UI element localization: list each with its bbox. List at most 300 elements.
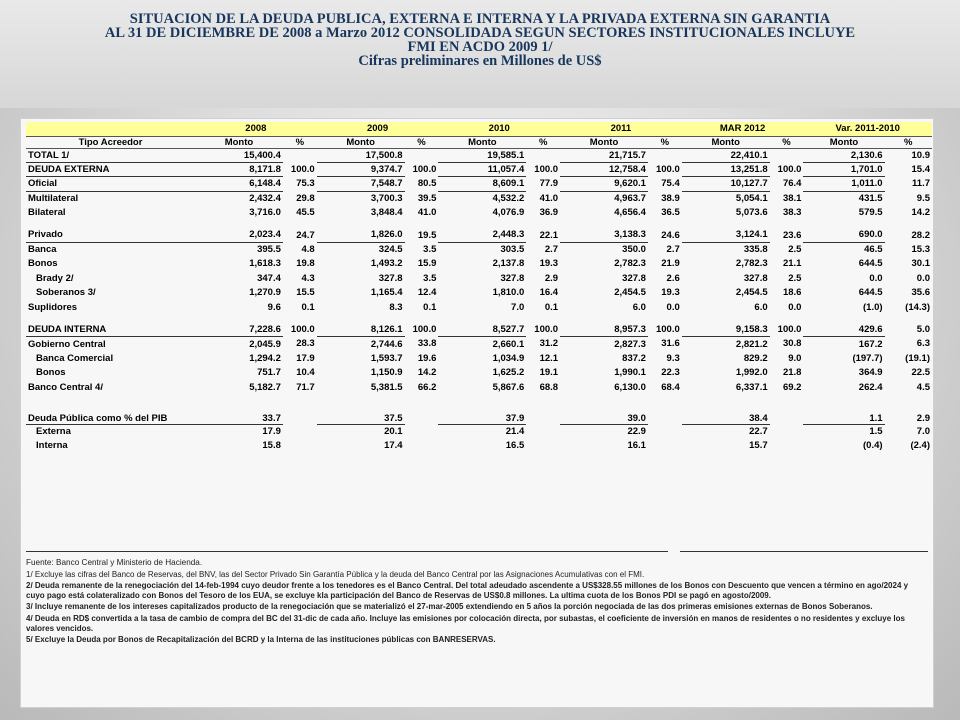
amount-cell: 1,990.1 (614, 367, 646, 379)
amount-cell: 751.7 (257, 367, 281, 379)
amount-cell: 2,137.8 (492, 258, 525, 270)
row-label: Deuda Pública como % del PIB (26, 402, 195, 424)
amount-cell: 1,618.3 (249, 258, 281, 270)
amount-cell: 690.0 (803, 228, 884, 242)
percent-cell (526, 402, 560, 424)
percent-cell (405, 148, 439, 162)
percent-cell (526, 424, 560, 438)
percent-cell: 5.0 (916, 323, 930, 335)
amount-cell: 347.4 (257, 272, 281, 284)
amount-cell: 46.5 (864, 244, 883, 256)
amount-cell: 1,625.2 (492, 367, 525, 379)
percent-cell: 76.4 (782, 178, 802, 190)
percent-cell: 29.8 (296, 192, 315, 204)
percent-cell: 22.3 (661, 367, 680, 379)
percent-cell: 14.2 (417, 367, 437, 379)
table-row (26, 322, 932, 336)
row-label: Bonos (28, 258, 58, 270)
year-header: 2010 (438, 122, 560, 136)
amount-cell: 22.7 (749, 426, 768, 438)
percent-header: % (885, 136, 932, 148)
amount-cell: 1,165.4 (370, 287, 403, 299)
amount-cell: 1,034.9 (492, 352, 525, 364)
amount-cell: 1,810.0 (492, 287, 525, 299)
percent-cell: 100.0 (534, 323, 559, 335)
table-row (26, 439, 932, 453)
percent-cell: 28.3 (296, 338, 315, 350)
amount-cell: 2,782.3 (735, 258, 768, 270)
percent-cell (770, 148, 804, 162)
percent-cell (648, 439, 682, 453)
amount-cell: 2,782.3 (614, 258, 646, 270)
amount-cell: 335.8 (743, 244, 768, 256)
percent-cell: 11.7 (912, 178, 930, 190)
percent-cell: 68.8 (539, 381, 559, 393)
row-label: Interna (36, 440, 68, 452)
amount-cell: 3,716.0 (249, 207, 281, 219)
amount-cell: 16.5 (505, 440, 525, 452)
amount-cell: 1,150.9 (370, 367, 403, 379)
amount-cell: 6,130.0 (614, 381, 646, 393)
amount-cell: 15,400.4 (195, 148, 283, 162)
percent-cell: 9.3 (666, 352, 680, 364)
amount-cell: 39.0 (560, 402, 648, 424)
percent-cell: 24.7 (296, 229, 315, 241)
amount-cell: 2,827.3 (614, 338, 646, 350)
title-line-1: SITUACION DE LA DEUDA PUBLICA, EXTERNA E INTERNA Y LA PRIVADA EXTERNA SIN GARANTIA (129, 11, 831, 27)
amount-cell: 0.0 (869, 272, 883, 284)
percent-cell: 100.0 (412, 164, 437, 176)
amount-cell: 5,182.7 (249, 381, 281, 393)
percent-cell: 15.3 (911, 244, 930, 256)
percent-cell (283, 402, 317, 424)
percent-cell: 3.5 (423, 244, 437, 256)
percent-cell: 69.2 (782, 381, 802, 393)
amount-cell: 22.9 (627, 426, 646, 438)
amount-cell: 8.3 (389, 301, 403, 313)
amount-cell: 327.8 (743, 272, 768, 284)
table-row (26, 257, 932, 271)
percent-cell: 2.9 (544, 272, 559, 284)
percent-cell: 19.3 (539, 258, 559, 270)
amount-cell: 829.2 (743, 352, 768, 364)
percent-cell: 2.7 (544, 244, 559, 256)
title-line-2: AL 31 DE DICIEMBRE DE 2008 a Marzo 2012 CONSOLIDADA SEGUN SECTORES INSTITUCIONALES INCLUYE (104, 25, 856, 41)
percent-header: % (648, 136, 682, 148)
amount-cell: 9,374.7 (317, 162, 405, 176)
percent-cell: 41.0 (539, 192, 559, 204)
table-row (26, 424, 932, 438)
percent-cell: 66.2 (417, 381, 437, 393)
amount-cell: 431.5 (858, 193, 883, 205)
percent-cell (283, 148, 317, 162)
amount-cell: 1.1 (803, 402, 884, 424)
amount-cell: 7.0 (511, 301, 525, 313)
percent-cell: 33.8 (417, 338, 437, 350)
amount-cell: 2,454.5 (614, 287, 646, 299)
percent-cell: 100.0 (655, 164, 680, 176)
amount-cell: 1,593.7 (370, 352, 403, 364)
amount-cell: 6,148.4 (195, 177, 283, 191)
percent-cell: 36.5 (661, 207, 680, 219)
percent-header: % (526, 136, 560, 148)
amount-cell: 1,011.0 (803, 177, 884, 191)
percent-cell: 22.1 (539, 229, 559, 241)
row-label: Oficial (26, 177, 195, 191)
amount-cell: 8,957.3 (560, 322, 648, 336)
table-row (26, 271, 932, 285)
percent-cell: 18.6 (782, 287, 802, 299)
percent-cell: 31.2 (539, 338, 559, 350)
percent-cell: 0.1 (301, 301, 315, 313)
footnote-5: 5/ Excluye la Deuda por Bonos de Recapitalización del BCRD y la Interna de las instituciones públicas con BANRESERVAS. (26, 635, 496, 645)
spacer-cell (26, 220, 932, 228)
amount-cell: 1,826.0 (317, 228, 405, 242)
amount-cell: (197.7) (852, 352, 883, 364)
amount-cell: 5,054.1 (735, 193, 768, 205)
amount-cell: 644.5 (858, 287, 883, 299)
amount-cell: (1.0) (863, 301, 883, 313)
percent-cell: 4.5 (916, 381, 930, 393)
amount-cell: 17.4 (384, 440, 403, 452)
percent-cell: 19.3 (661, 287, 680, 299)
amount-cell: 644.5 (858, 258, 883, 270)
percent-cell: 100.0 (534, 164, 559, 176)
table-row (26, 351, 932, 365)
amount-cell: 21,715.7 (560, 148, 648, 162)
percent-cell (526, 439, 560, 453)
amount-cell: 3,138.3 (560, 228, 648, 242)
percent-cell (648, 148, 682, 162)
amount-cell: 4,532.2 (492, 193, 525, 205)
year-header: Var. 2011-2010 (803, 122, 932, 136)
percent-cell: (2.4) (910, 440, 930, 452)
row-label: Gobierno Central (28, 338, 106, 350)
percent-cell: 10.4 (296, 367, 315, 379)
percent-cell: 0.1 (423, 301, 437, 313)
percent-header: % (405, 136, 439, 148)
percent-cell: 38.1 (782, 192, 802, 204)
percent-cell: 21.1 (782, 258, 802, 270)
percent-cell: 19.1 (539, 367, 559, 379)
amount-cell: 2,130.6 (803, 148, 884, 162)
percent-cell: 100.0 (777, 323, 802, 335)
row-label: Suplidores (28, 301, 78, 313)
monto-header: Monto (438, 136, 526, 148)
row-label: Multilateral (28, 193, 79, 205)
table-row (26, 206, 932, 220)
title-subtitle: Cifras preliminares en Millones de US$ (358, 53, 602, 69)
amount-cell: 9,620.1 (560, 177, 648, 191)
column-header-row (26, 136, 932, 148)
first-column-header: Tipo Acreedor (26, 136, 195, 148)
percent-header: % (770, 136, 804, 148)
amount-cell: 21.4 (505, 426, 525, 438)
percent-cell: 0.0 (916, 272, 930, 284)
year-header: MAR 2012 (682, 122, 804, 136)
footnote-rule-left (26, 551, 668, 552)
amount-cell: 327.8 (378, 272, 403, 284)
percent-cell: (14.3) (905, 301, 930, 313)
amount-cell: (0.4) (863, 440, 883, 452)
amount-cell: 17.9 (262, 426, 281, 438)
amount-cell: 837.2 (622, 352, 646, 364)
year-header: 2008 (195, 122, 317, 136)
amount-cell: 6.0 (632, 301, 646, 313)
table-row (26, 242, 932, 256)
percent-cell: 28.2 (911, 229, 930, 241)
amount-cell: 2,432.4 (249, 193, 281, 205)
percent-cell (405, 439, 439, 453)
spacer-cell (26, 394, 932, 402)
percent-cell: 21.9 (661, 258, 680, 270)
page-title (40, 12, 920, 68)
spacer-cell (26, 314, 932, 322)
row-label: Privado (26, 228, 195, 242)
amount-cell: 8,609.1 (438, 177, 526, 191)
amount-cell: 10,127.7 (682, 177, 770, 191)
percent-cell: 19.5 (417, 229, 437, 241)
amount-cell: 8,171.8 (195, 162, 283, 176)
percent-cell: 35.6 (911, 287, 930, 299)
row-label: Banco Central 4/ (28, 381, 103, 393)
amount-cell: 350.0 (622, 244, 646, 256)
row-label: Banca Comercial (36, 352, 114, 364)
percent-cell: 2.5 (788, 244, 802, 256)
table-row (26, 380, 932, 394)
monto-header: Monto (803, 136, 884, 148)
amount-cell: 2,023.4 (195, 228, 283, 242)
percent-cell: 4.3 (301, 272, 315, 284)
percent-cell: 12.4 (417, 287, 437, 299)
amount-cell: 579.5 (858, 207, 883, 219)
percent-cell: 22.5 (911, 367, 930, 379)
table-body (26, 148, 932, 453)
amount-cell: 6.0 (754, 301, 768, 313)
amount-cell: 13,251.8 (682, 162, 770, 176)
footnote-4: 4/ Deuda en RD$ convertida a la tasa de cambio de compra del BC del 31-dic de cada año. Incluye las emisiones por colocación directa, por subastas, el coeficiente de inversión en manos de residentes o no residentes y excluye los valores vencidos. (26, 613, 905, 633)
amount-cell: 364.9 (858, 367, 883, 379)
amount-cell: 4,963.7 (614, 193, 646, 205)
amount-cell: 4,656.4 (614, 207, 646, 219)
footnote-3: 3/ Incluye remanente de los intereses capitalizados producto de la renegociación que se materializó el 27-mar-2005 extendiendo en 5 años la porción negociada de las dos primeras emisiones externas de Bonos Soberanos. (26, 602, 873, 612)
percent-cell: 39.5 (417, 192, 437, 204)
percent-cell: 24.6 (661, 229, 680, 241)
monto-header: Monto (317, 136, 405, 148)
percent-cell: 6.3 (916, 338, 930, 350)
table-row (26, 228, 932, 242)
amount-cell: 7,228.6 (195, 322, 283, 336)
debt-table (26, 122, 932, 453)
table-row (26, 337, 932, 351)
percent-cell: 23.6 (782, 229, 802, 241)
amount-cell: 7,548.7 (317, 177, 405, 191)
footnotes (26, 558, 916, 647)
percent-cell: 38.3 (782, 207, 802, 219)
percent-cell: 4.8 (301, 244, 315, 256)
amount-cell: 327.8 (500, 272, 525, 284)
percent-cell: 0.1 (544, 301, 559, 313)
percent-cell: 0.0 (666, 301, 680, 313)
amount-cell: 262.4 (858, 381, 883, 393)
percent-cell: 2.6 (666, 272, 680, 284)
amount-cell: 37.5 (317, 402, 405, 424)
amount-cell: 2,045.9 (249, 338, 281, 350)
percent-cell: 2.9 (916, 413, 930, 425)
percent-cell: 45.5 (296, 207, 315, 219)
amount-cell: 1,493.2 (370, 258, 403, 270)
percent-header: % (283, 136, 317, 148)
amount-cell: 324.5 (378, 244, 403, 256)
percent-cell: 21.8 (782, 367, 802, 379)
amount-cell: 15.7 (749, 440, 768, 452)
amount-cell: 1,294.2 (249, 352, 281, 364)
amount-cell: 167.2 (858, 338, 883, 350)
amount-cell: 8,126.1 (317, 322, 405, 336)
percent-cell: 9.5 (916, 192, 930, 204)
percent-cell: (19.1) (905, 352, 930, 364)
amount-cell: 3,700.3 (370, 193, 403, 205)
spacer-row (26, 394, 932, 402)
percent-cell: 100.0 (290, 323, 315, 335)
table-row (26, 365, 932, 379)
amount-cell: 4,076.9 (492, 207, 525, 219)
table-row (26, 162, 932, 176)
row-label: TOTAL 1/ (26, 148, 195, 162)
percent-cell (648, 402, 682, 424)
amount-cell: 303.5 (500, 244, 525, 256)
footnote-1: 1/ Excluye las cifras del Banco de Reservas, del BNV, las del Sector Privado Sin Garantía Pública y la deuda del Banco Central por las Asignaciones Acumulativas con el FMI. (26, 569, 645, 579)
percent-cell: 30.1 (911, 258, 930, 270)
percent-cell (283, 439, 317, 453)
percent-cell: 0.0 (788, 301, 802, 313)
table-row (26, 286, 932, 300)
percent-cell (770, 424, 804, 438)
percent-cell (405, 402, 439, 424)
percent-cell (648, 424, 682, 438)
amount-cell: 3,848.4 (370, 207, 403, 219)
amount-cell: 1,992.0 (735, 367, 768, 379)
percent-cell: 7.0 (916, 425, 930, 437)
percent-cell: 100.0 (777, 164, 802, 176)
percent-cell: 16.4 (539, 287, 559, 299)
amount-cell: 6,337.1 (735, 381, 768, 393)
row-label: Bilateral (28, 207, 66, 219)
percent-cell (770, 402, 804, 424)
amount-cell: 1,270.9 (249, 287, 281, 299)
amount-cell: 37.9 (438, 402, 526, 424)
amount-cell: 5,381.5 (370, 381, 403, 393)
table-row (26, 300, 932, 314)
amount-cell: 2,660.1 (492, 338, 525, 350)
amount-cell: 2,448.3 (438, 228, 526, 242)
row-label: Externa (36, 426, 71, 438)
amount-cell: 19,585.1 (438, 148, 526, 162)
percent-cell: 2.5 (788, 272, 802, 284)
table-row (26, 148, 932, 162)
amount-cell: 12,758.4 (560, 162, 648, 176)
amount-cell: 11,057.4 (438, 162, 526, 176)
amount-cell: 2,454.5 (735, 287, 768, 299)
percent-cell: 75.4 (661, 178, 680, 190)
percent-cell: 100.0 (412, 323, 437, 335)
spacer-row (26, 220, 932, 228)
amount-cell: 20.1 (384, 426, 403, 438)
corner-cell (26, 122, 195, 136)
table-row (26, 402, 932, 424)
amount-cell: 395.5 (257, 244, 281, 256)
row-label: DEUDA EXTERNA (26, 162, 195, 176)
footnote-source: Fuente: Banco Central y Ministerio de Hacienda. (26, 558, 203, 567)
year-header-row (26, 122, 932, 136)
amount-cell: 9,158.3 (682, 322, 770, 336)
footnote-rule-right (680, 551, 928, 552)
table-row (26, 191, 932, 205)
percent-cell: 31.6 (661, 338, 680, 350)
amount-cell: 8,527.7 (438, 322, 526, 336)
percent-cell (283, 424, 317, 438)
year-header: 2011 (560, 122, 682, 136)
percent-cell: 3.5 (423, 272, 437, 284)
amount-cell: 17,500.8 (317, 148, 405, 162)
percent-cell: 36.9 (539, 207, 559, 219)
amount-cell: 3,124.1 (682, 228, 770, 242)
amount-cell: 33.7 (195, 402, 283, 424)
year-header: 2009 (317, 122, 439, 136)
percent-cell: 38.9 (661, 192, 680, 204)
row-label: Banca (28, 244, 57, 256)
row-label: Brady 2/ (36, 272, 74, 284)
amount-cell: 2,821.2 (735, 338, 768, 350)
monto-header: Monto (195, 136, 283, 148)
percent-cell: 14.2 (911, 207, 930, 219)
percent-cell: 19.8 (296, 258, 315, 270)
percent-cell: 30.8 (782, 338, 802, 350)
percent-cell: 71.7 (296, 381, 315, 393)
percent-cell: 77.9 (539, 178, 559, 190)
percent-cell: 80.5 (417, 178, 437, 190)
amount-cell: 16.1 (627, 440, 646, 452)
spacer-row (26, 314, 932, 322)
percent-cell: 2.7 (666, 244, 680, 256)
amount-cell: 5,073.6 (735, 207, 768, 219)
percent-cell: 68.4 (661, 381, 680, 393)
amount-cell: 327.8 (622, 272, 646, 284)
row-label: Soberanos 3/ (36, 287, 96, 299)
percent-cell: 100.0 (655, 323, 680, 335)
row-label: Bonos (36, 367, 66, 379)
percent-cell (770, 439, 804, 453)
amount-cell: 1,701.0 (803, 162, 884, 176)
percent-cell: 15.9 (417, 258, 437, 270)
row-label: DEUDA INTERNA (26, 322, 195, 336)
amount-cell: 1.5 (869, 426, 883, 438)
percent-cell: 9.0 (788, 352, 802, 364)
percent-cell: 12.1 (539, 352, 559, 364)
amount-cell: 5,867.6 (492, 381, 525, 393)
amount-cell: 38.4 (682, 402, 770, 424)
percent-cell: 17.9 (296, 352, 315, 364)
percent-cell: 15.5 (296, 287, 315, 299)
amount-cell: 429.6 (803, 322, 884, 336)
amount-cell: 9.6 (267, 301, 281, 313)
table-row (26, 177, 932, 191)
percent-cell: 19.6 (417, 352, 437, 364)
amount-cell: 15.8 (262, 440, 281, 452)
percent-cell (526, 148, 560, 162)
amount-cell: 2,744.6 (370, 338, 403, 350)
title-line-3: FMI EN ACDO 2009 1/ (407, 39, 553, 55)
